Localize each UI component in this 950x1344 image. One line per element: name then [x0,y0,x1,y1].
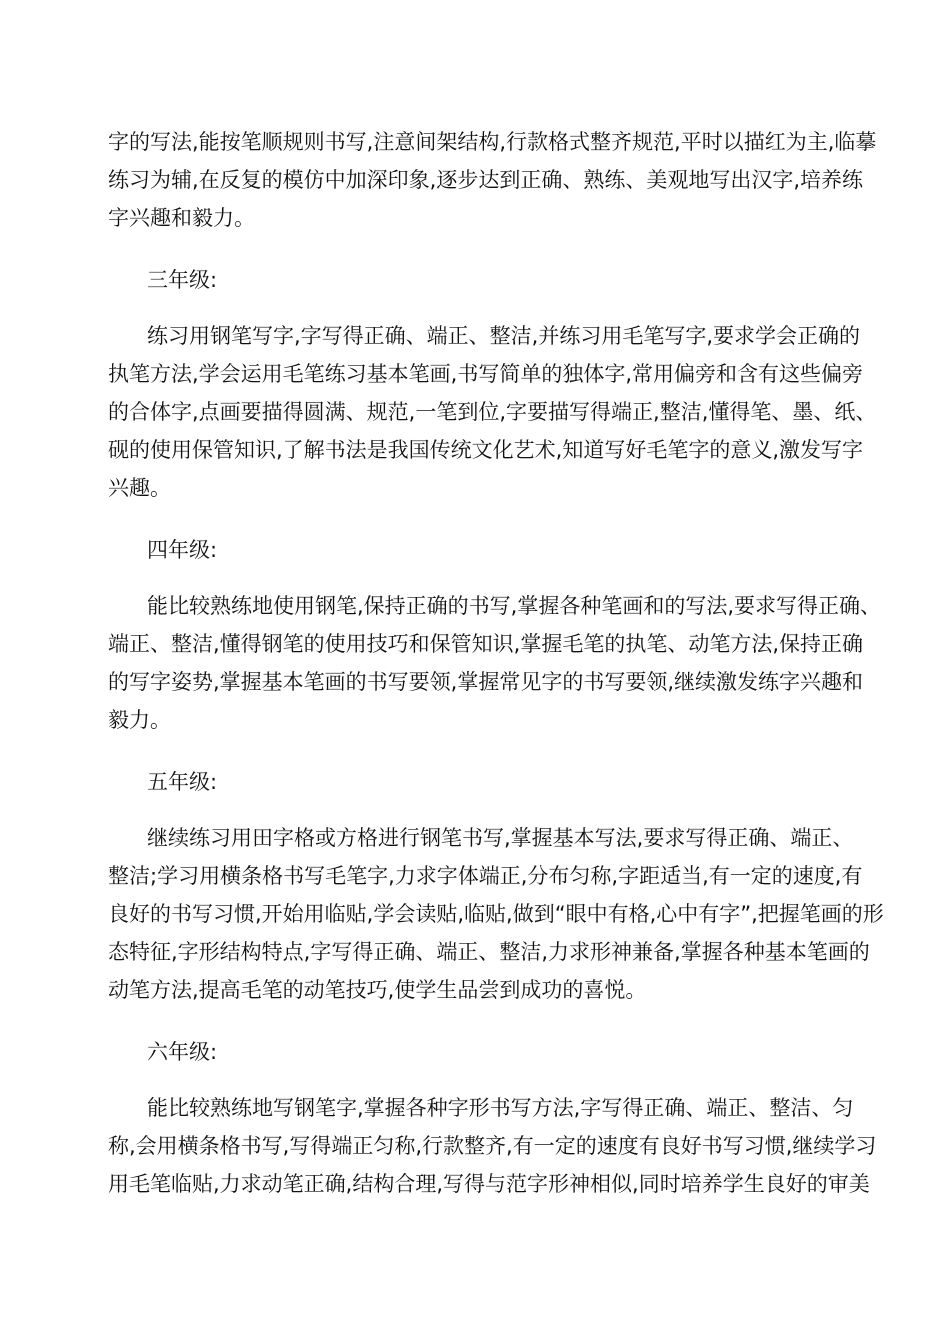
paragraph-line: 兴趣。 [108,476,171,500]
paragraph-line: 练习为辅,在反复的模仿中加深印象,逐步达到正确、熟练、美观地写出汉字,培养练 [108,168,864,192]
paragraph-line: 用毛笔临贴,力求动笔正确,结构合理,写得与范字形神相似,同时培养学生良好的审美 [108,1172,870,1196]
paragraph-line: 端正、整洁,懂得钢笔的使用技巧和保管知识,掌握毛笔的执笔、动笔方法,保持正确 [108,632,864,656]
section-heading-grade-3: 三年级: [147,268,218,292]
paragraph-line: 字兴趣和毅力。 [108,206,255,230]
paragraph-line: 练习用钢笔写字,字写得正确、端正、整洁,并练习用毛笔写字,要求学会正确的 [147,324,861,348]
paragraph-line: 字的写法,能按笔顺规则书写,注意间架结构,行款格式整齐规范,平时以描红为主,临摹 [108,130,877,154]
section-heading-grade-6: 六年级: [147,1040,218,1064]
paragraph-line: 能比较熟练地写钢笔字,掌握各种字形书写方法,字写得正确、端正、整洁、匀 [147,1096,854,1120]
paragraph-line: 执笔方法,学会运用毛笔练习基本笔画,书写简单的独体字,常用偏旁和含有这些偏旁 [108,362,864,386]
paragraph-line: 继续练习用田字格或方格进行钢笔书写,掌握基本写法,要求写得正确、端正、 [147,826,854,850]
paragraph-line: 动笔方法,提高毛笔的动笔技巧,使学生品尝到成功的喜悦。 [108,978,647,1002]
paragraph-line: 态特征,字形结构特点,字写得正确、端正、整洁,力求形神兼备,掌握各种基本笔画的 [108,940,870,964]
paragraph-line: 良好的书写习惯,开始用临贴,学会读贴,临贴,做到“眼中有格,心中有字”,把握笔画的形 [108,902,884,926]
paragraph-line: 整洁;学习用横条格书写毛笔字,力求字体端正,分布匀称,字距适当,有一定的速度,有 [108,864,863,888]
paragraph-line: 毅力。 [108,708,171,732]
section-heading-grade-4: 四年级: [147,538,218,562]
paragraph-line: 的写字姿势,掌握基本笔画的书写要领,掌握常见字的书写要领,继续激发练字兴趣和 [108,670,864,694]
paragraph-line: 称,会用横条格书写,写得端正匀称,行款整齐,有一定的速度有良好书写习惯,继续学习 [108,1134,877,1158]
paragraph-line: 砚的使用保管知识,了解书法是我国传统文化艺术,知道写好毛笔字的意义,激发写字 [108,438,864,462]
paragraph-line: 的合体字,点画要描得圆满、规范,一笔到位,字要描写得端正,整洁,懂得笔、墨、纸、 [108,400,877,424]
paragraph-line: 能比较熟练地使用钢笔,保持正确的书写,掌握各种笔画和的写法,要求写得正确、 [147,594,882,618]
section-heading-grade-5: 五年级: [147,770,218,794]
